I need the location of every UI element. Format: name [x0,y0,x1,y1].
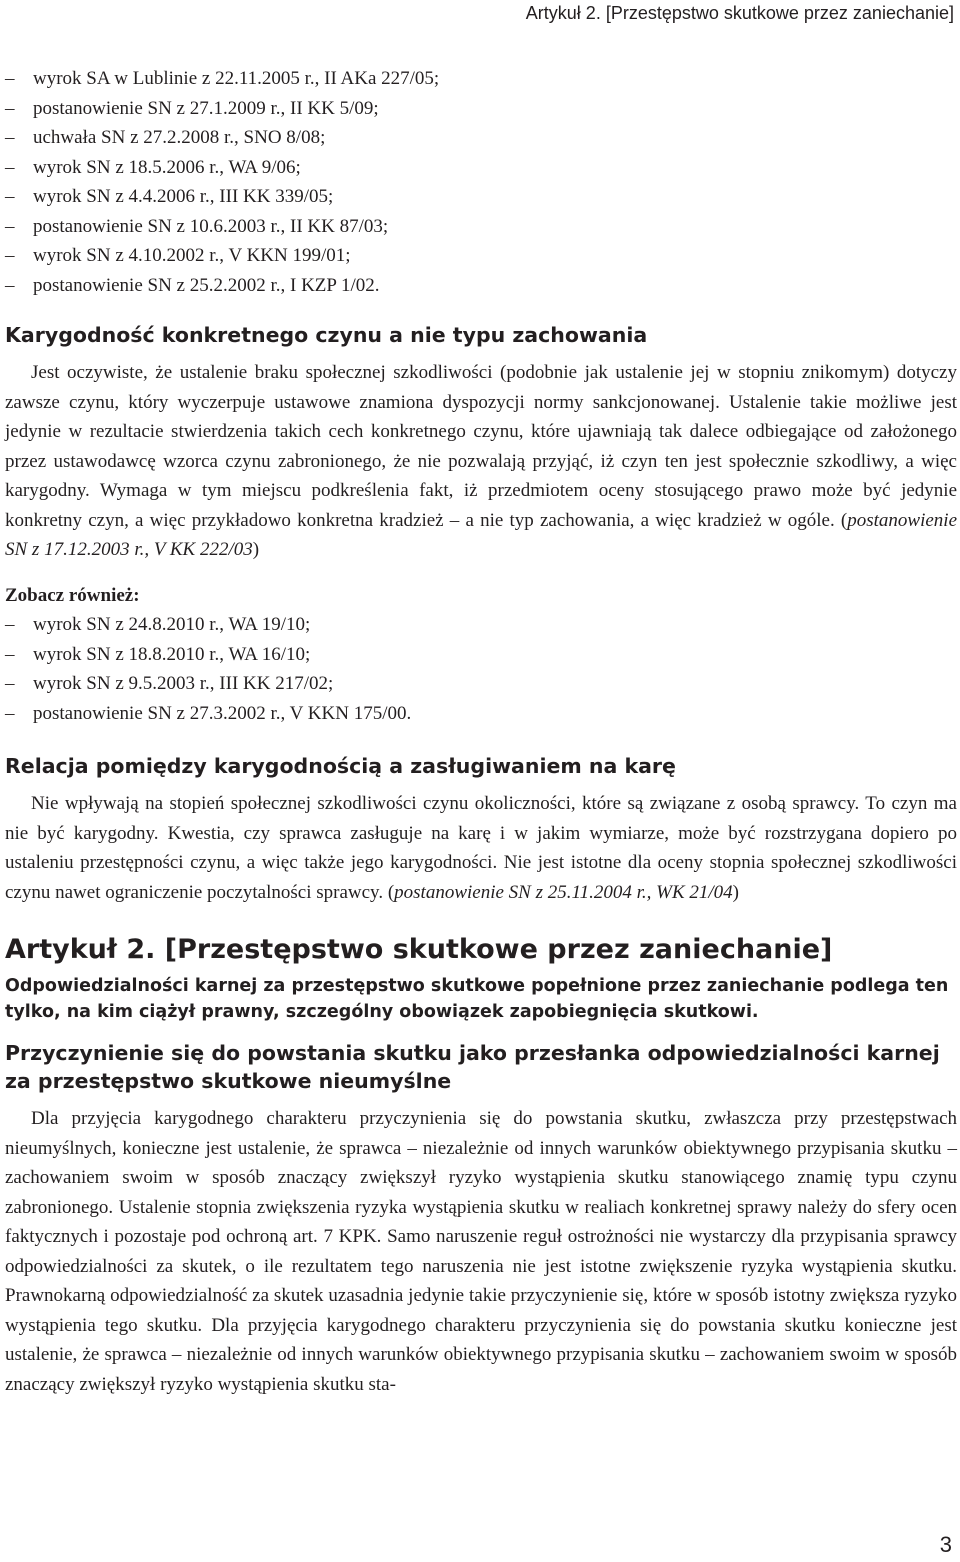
article-text: Odpowiedzialności karnej za przestępstwo skutkowe popełnione przez zaniechanie podlega ten tylko, na kim ciążył prawny, szczególny obowiązek zapobiegnięcia skutkowi. [5,976,949,1022]
see-also-label: Zobacz również: [5,584,140,606]
list-item: – wyrok SN z 24.8.2010 r., WA 19/10; [5,610,957,640]
page-content [5,64,957,1399]
list-item: – postanowienie SN z 27.3.2002 r., V KKN 175/00. [5,699,957,729]
list-item: – wyrok SN z 4.10.2002 r., V KKN 199/01; [5,241,957,271]
section-paragraph: Jest oczywiste, że ustalenie braku społecznej szkodliwości (podobnie jak ustalenie jej w stopniu znikomym) dotyczy zawsze czynu, który wyczerpuje ustawowe znamiona dyspozycji normy sankcjonowanej. Ustalenie takie możliwe jest jedynie w rezultacie stwierdzenia takich cech konkretnego czynu, które ujawniają tak dalece odbiegające od założonego przez ustawodawcę wzorca czynu zabronionego, że nie pozwalają przyjąć, iż czyn ten jest społecznie szkodliwy, a więc karygodny. Wymaga w tym miejscu podkreślenia fakt, iż przedmiotem oceny stosującego prawo może być jedynie konkretny czyn, a więc przykładowo konkretna kradzież – a nie typ zachowania, a więc kradzież w ogóle. (postanowienie SN z 17.12.2003 r., V KK 222/03) [5,362,958,560]
list-item: – postanowienie SN z 10.6.2003 r., II KK 87/03; [5,212,957,242]
paragraph-text: Nie wpływają na stopień społecznej szkodliwości czynu okoliczności, które są związane z osobą sprawcy. To czyn ma nie być karygodny. Kwestia, czy sprawca zasługuje na karę i w jakim wymiarze, może być rozstrzygana dopiero po ustaleniu przestępności czynu, a więc także jego karygodności. Nie jest istotne dla oceny stopnia społecznej szkodliwości czynu nawet ograniczenie poczytalności sprawcy. [5,793,957,903]
case-citation: postanowienie SN z 17.12.2003 r., V KK 222/03 [5,509,958,560]
list-item: – wyrok SN z 18.8.2010 r., WA 16/10; [5,640,957,670]
running-header: Artykuł 2. [Przestępstwo skutkowe przez zaniechanie] [525,3,954,23]
case-list-top [5,64,957,300]
section-paragraph: Nie wpływają na stopień społecznej szkodliwości czynu okoliczności, które są związane z osobą sprawcy. To czyn ma nie być karygodny. Kwestia, czy sprawca zasługuje na karę i w jakim wymiarze, może być rozstrzygana dopiero po ustaleniu przestępności czynu, a więc także jego karygodności. Nie jest istotne dla oceny stopnia społecznej szkodliwości czynu nawet ograniczenie poczytalności sprawcy. (postanowienie SN z 25.11.2004 r., WK 21/04) [5,793,957,903]
section-heading: Relacja pomiędzy karygodnością a zasługiwaniem na karę [5,754,676,778]
list-item: – wyrok SN z 9.5.2003 r., III KK 217/02; [5,669,957,699]
see-also-list [5,610,957,728]
section-heading: Przyczynienie się do powstania skutku jako przesłanka odpowiedzialności karnej za przestępstwo skutkowe nieumyślne [5,1041,940,1093]
list-item: – postanowienie SN z 25.2.2002 r., I KZP 1/02. [5,271,957,301]
case-citation: postanowienie SN z 25.11.2004 r., WK 21/04 [394,881,733,903]
section-heading: Karygodność konkretnego czynu a nie typu zachowania [5,323,648,347]
list-item: – wyrok SA w Lublinie z 22.11.2005 r., II AKa 227/05; [5,64,957,94]
page-number: 3 [939,1532,952,1557]
list-item: – uchwała SN z 27.2.2008 r., SNO 8/08; [5,123,957,153]
paragraph-text: Jest oczywiste, że ustalenie braku społecznej szkodliwości (podobnie jak ustalenie jej w stopniu znikomym) dotyczy zawsze czynu, który wyczerpuje ustawowe znamiona dyspozycji normy sankcjonowanej. Ustalenie takie możliwe jest jedynie w rezultacie stwierdzenia takich cech konkretnego czynu, które ujawniają tak dalece odbiegające od założonego przez ustawodawcę wzorca czynu zabronionego, że nie pozwalają przyjąć, iż czyn ten jest społecznie szkodliwy, a więc karygodny. Wymaga w tym miejscu podkreślenia fakt, iż przedmiotem oceny stosującego prawo może być jedynie konkretny czyn, a więc przykładowo konkretna kradzież – a nie typ zachowania, a więc kradzież w ogóle. [5,362,957,531]
list-item: – wyrok SN z 4.4.2006 r., III KK 339/05; [5,182,957,212]
section-paragraph: Dla przyjęcia karygodnego charakteru przyczynienia się do powstania skutku, zwłaszcza przy przestępstwach nieumyślnych, konieczne jest ustalenie, że sprawca – niezależnie od innych warunków obiektywnego przypisania skutku – zachowaniem swoim w sposób znaczący zwiększył ryzyko wystąpienia skutku stanowiącego znamię typu czynu zabronionego. Ustalenie stopnia zwiększenia ryzyka wystąpienia skutku w realiach konkretnej sprawy należy do sfery ocen faktycznych i pozostaje pod ochroną art. 7 KPK. Samo naruszenie reguł ostrożności nie wystarczy dla przypisania sprawcy odpowiedzialności za skutek, o ile rezultatem tego naruszenia nie jest istotne zwiększenie ryzyka wystąpienia skutku. Prawnokarną odpowiedzialność za skutek uzasadnia jedynie takie przyczynienie się, które w sposób istotny zwiększa ryzyko wystąpienia tego skutku. Dla przyjęcia karygodnego charakteru przyczynienia się do powstania skutku konieczne jest ustalenie, że sprawca – niezależnie od innych warunków obiektywnego przypisania skutku – zachowaniem swoim w sposób znaczący zwiększył ryzyko wystąpienia skutku sta- [5,1108,957,1395]
article-title: Artykuł 2. [Przestępstwo skutkowe przez zaniechanie] [5,934,833,965]
list-item: – postanowienie SN z 27.1.2009 r., II KK 5/09; [5,94,957,124]
list-item: – wyrok SN z 18.5.2006 r., WA 9/06; [5,153,957,183]
